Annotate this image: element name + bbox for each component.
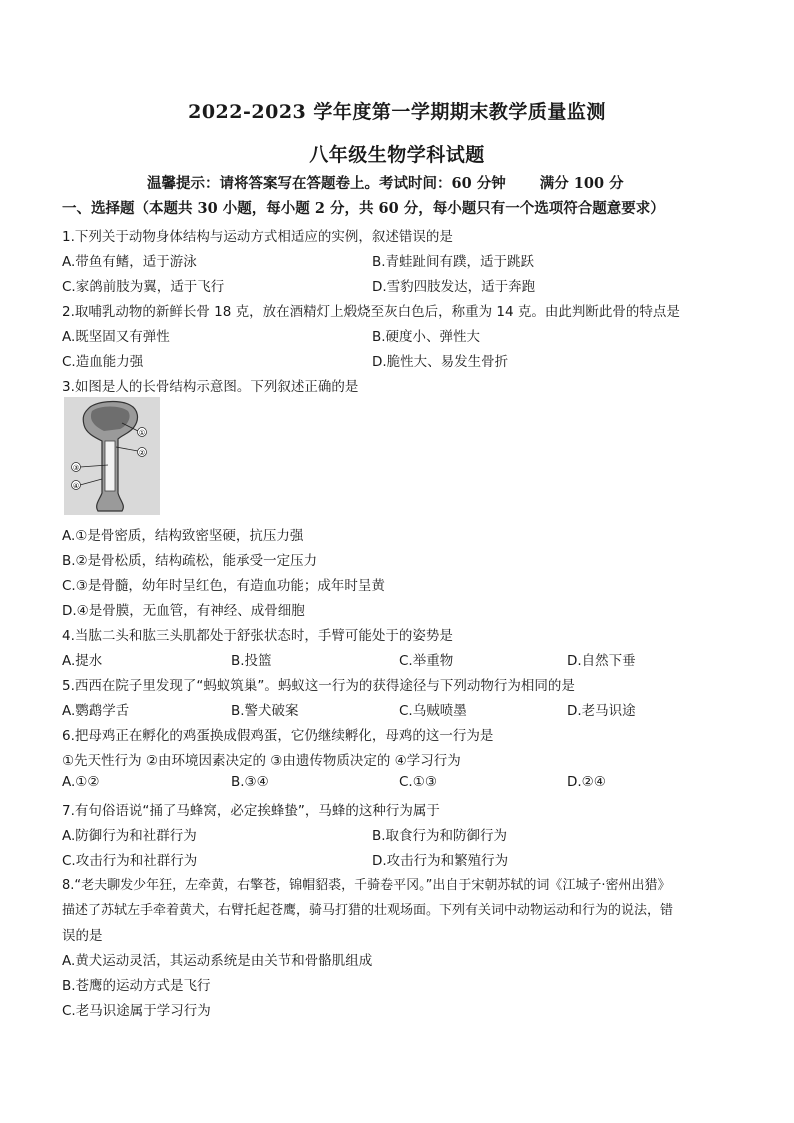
option-d: D.老马识途 bbox=[567, 703, 636, 719]
label-4: ④ bbox=[72, 482, 80, 490]
medullary-cavity bbox=[105, 441, 115, 491]
option-c: C.老马识途属于学习行为 bbox=[62, 1003, 211, 1019]
option-a: A.黄犬运动灵活，其运动系统是由关节和骨骼肌组成 bbox=[62, 953, 373, 969]
section-title: 一、选择题（本题共 30 小题，每小题 2 分，共 60 分，每小题只有一个选项符合题意要求） bbox=[62, 200, 665, 217]
question-stem: 3.如图是人的长骨结构示意图。下列叙述正确的是 bbox=[62, 379, 359, 395]
option-a: A.鹦鹉学舌 bbox=[62, 703, 130, 719]
option-a: A.①② bbox=[62, 774, 100, 790]
option-c: C.造血能力强 bbox=[62, 354, 144, 370]
label-2: ② bbox=[138, 449, 146, 457]
option-b: B.硬度小、弹性大 bbox=[372, 329, 481, 345]
question-stem: 4.当肱二头和肱三头肌都处于舒张状态时，手臂可能处于的姿势是 bbox=[62, 628, 453, 644]
option-d: D.攻击行为和繁殖行为 bbox=[372, 853, 509, 869]
option-a: A.提水 bbox=[62, 653, 103, 669]
label-1: ① bbox=[138, 429, 146, 437]
question-stem-cont: 描述了苏轼左手牵着黄犬，右臂托起苍鹰，骑马打猎的壮观场面。下列有关词中动物运动和行为的说法，错 bbox=[62, 903, 674, 918]
option-c: C.举重物 bbox=[399, 653, 454, 669]
option-c: C.攻击行为和社群行为 bbox=[62, 853, 198, 869]
option-b: B.苍鹰的运动方式是飞行 bbox=[62, 978, 211, 994]
option-b: B.③④ bbox=[231, 774, 269, 790]
tip-score: 满分 100 分 bbox=[539, 175, 624, 192]
option-b: B.投篮 bbox=[231, 653, 272, 669]
option-c: C.乌贼喷墨 bbox=[399, 703, 467, 719]
question-stem: 8.“老夫聊发少年狂，左牵黄，右擎苍，锦帽貂裘，千骑卷平冈。”出自于宋朝苏轼的词《江城子·密州出猎》 bbox=[62, 878, 671, 893]
option-c: C.③是骨髓，幼年时呈红色，有造血功能；成年时呈黄 bbox=[62, 578, 385, 594]
option-b: B.警犬破案 bbox=[231, 703, 299, 719]
option-a: A.带鱼有鳍，适于游泳 bbox=[62, 254, 197, 270]
option-a: A.既坚固又有弹性 bbox=[62, 329, 170, 345]
question-stem-end: 误的是 bbox=[62, 928, 103, 944]
option-b: B.取食行为和防御行为 bbox=[372, 828, 508, 844]
question-stem: 7.有句俗语说“捅了马蜂窝，必定挨蜂蛰”，马蜂的这种行为属于 bbox=[62, 803, 440, 819]
option-d: D.②④ bbox=[567, 774, 606, 790]
tip-main: 温馨提示：请将答案写在答题卷上。考试时间：60 分钟 bbox=[147, 175, 506, 192]
option-b: B.青蛙趾间有蹼，适于跳跃 bbox=[372, 254, 535, 270]
question-stem: 1.下列关于动物身体结构与运动方式相适应的实例，叙述错误的是 bbox=[62, 229, 453, 245]
option-d: D.④是骨膜，无血管，有神经、成骨细胞 bbox=[62, 603, 305, 619]
option-c: C.家鸽前肢为翼，适于飞行 bbox=[62, 279, 225, 295]
option-a: A.防御行为和社群行为 bbox=[62, 828, 197, 844]
option-c: C.①③ bbox=[399, 774, 437, 790]
label-3: ③ bbox=[72, 464, 80, 472]
option-d: D.脆性大、易发生骨折 bbox=[372, 354, 509, 370]
question-stem: 5.西西在院子里发现了“蚂蚁筑巢”。蚂蚁这一行为的获得途径与下列动物行为相同的是 bbox=[62, 678, 575, 694]
exam-subtitle: 八年级生物学科试题 bbox=[309, 144, 485, 166]
option-a: A.①是骨密质，结构致密坚硬，抗压力强 bbox=[62, 528, 304, 544]
option-b: B.②是骨松质，结构疏松，能承受一定压力 bbox=[62, 553, 318, 569]
exam-tip bbox=[147, 172, 624, 193]
question-stem: 6.把母鸡正在孵化的鸡蛋换成假鸡蛋，它仍继续孵化，母鸡的这一行为是 bbox=[62, 728, 494, 744]
exam-title: 2022-2023 学年度第一学期期末教学质量监测 bbox=[188, 101, 606, 123]
question-statements: ①先天性行为 ②由环境因素决定的 ③由遗传物质决定的 ④学习行为 bbox=[62, 753, 461, 769]
option-d: D.雪豹四肢发达，适于奔跑 bbox=[372, 279, 536, 295]
option-d: D.自然下垂 bbox=[567, 653, 636, 669]
question-stem: 2.取哺乳动物的新鲜长骨 18 克，放在酒精灯上煅烧至灰白色后，称重为 14 克。由此判断此骨的特点是 bbox=[62, 304, 680, 320]
long-bone-diagram bbox=[64, 397, 160, 515]
